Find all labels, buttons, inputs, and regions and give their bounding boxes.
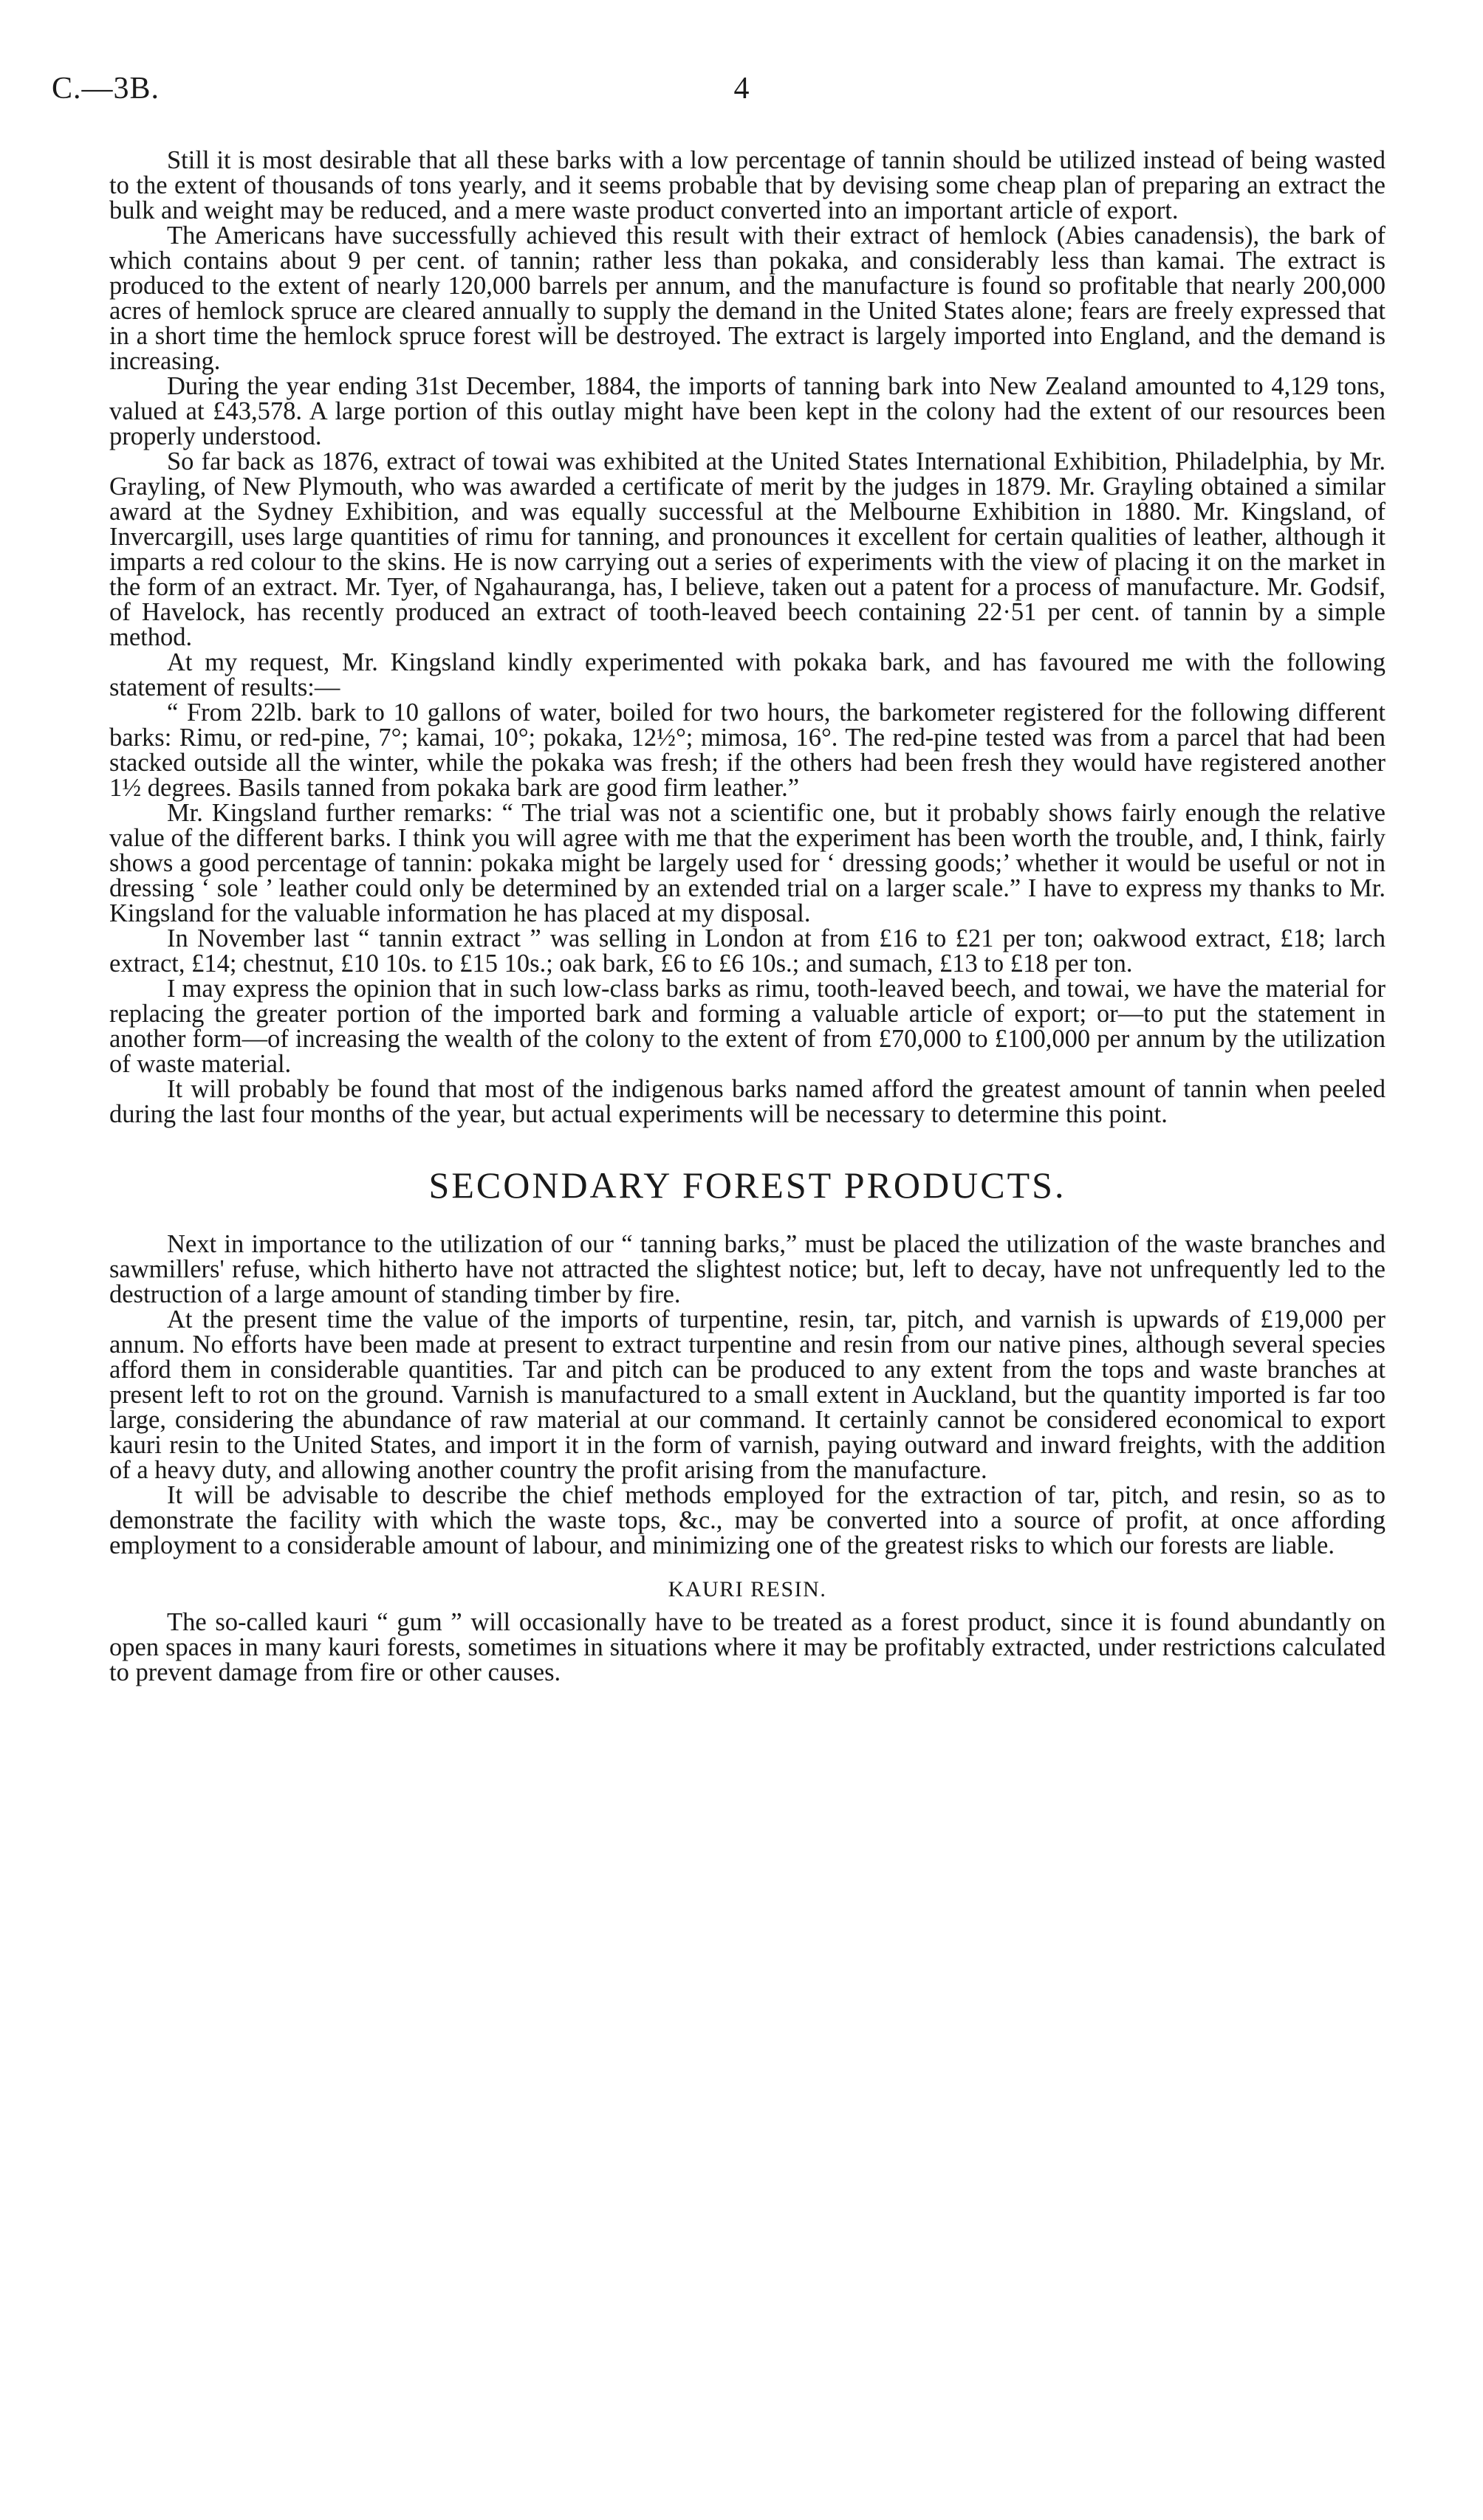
paragraph: Next in importance to the utilization of our “ tanning barks,” must be placed the utilization of the waste branches and sawmillers' refuse, which hitherto have not attracted the slightest notice; but, left to decay, have not unfrequently led to the destruction of a large amount of standing timber by fire. bbox=[109, 1230, 1386, 1308]
paragraph: Mr. Kingsland further remarks: “ The trial was not a scientific one, but it probably shows fairly enough the relative value of the different barks. I think you will agree with me that the experiment has been worth the trouble, and, I think, fairly shows a good percentage of tannin: pokaka might be largely used for ‘ dressing goods;’ whether it would be useful or not in dressing ‘ sole ’ leather could only be determined by an extended trial on a larger scale.” I have to express my thanks to Mr. Kingsland for the valuable information he has placed at my disposal. bbox=[109, 799, 1386, 927]
page-number: 4 bbox=[733, 72, 750, 106]
paragraph: It will be advisable to describe the chief methods employed for the extraction of tar, pitch, and resin, so as to demonstrate the facility with which the waste tops, &c., may be converted into a source of profit, at once affording employment to a considerable amount of labour, and minimizing one of the greatest risks to which our forests are liable. bbox=[109, 1481, 1386, 1559]
paragraph: The so-called kauri “ gum ” will occasionally have to be treated as a forest product, since it is found abundantly on open spaces in many kauri forests, sometimes in situations where it may be profitably extracted, under restrictions calculated to prevent damage from fire or other causes. bbox=[109, 1608, 1386, 1686]
page-header bbox=[52, 71, 1431, 115]
paragraph: During the year ending 31st December, 1884, the imports of tanning bark into New Zealand amounted to 4,129 tons, valued at £43,578. A large portion of this outlay might have been kept in the colony had the extent of our resources been properly understood. bbox=[109, 372, 1386, 450]
body-text bbox=[109, 148, 1386, 1685]
paragraph: So far back as 1876, extract of towai was exhibited at the United States International Exhibition, Philadelphia, by Mr. Grayling, of New Plymouth, who was awarded a certificate of merit by the judges in 1879. Mr. Grayling obtained a similar award at the Sydney Exhibition, and was equally successful at the Melbourne Exhibition in 1880. Mr. Kingsland, of Invercargill, uses large quantities of rimu for tanning, and pronounces it excellent for certain qualities of leather, although it imparts a red colour to the skins. He is now carrying out a series of experiments with the view of placing it on the market in the form of an extract. Mr. Tyer, of Ngahauranga, has, I believe, taken out a patent for a process of manufacture. Mr. Godsif, of Havelock, has recently produced an extract of tooth-leaved beech containing 22·51 per cent. of tannin by a simple method. bbox=[109, 447, 1386, 651]
quoted-paragraph: “ From 22lb. bark to 10 gallons of water, boiled for two hours, the barkometer registered for the following different barks: Rimu, or red-pine, 7°; kamai, 10°; pokaka, 12½°; mimosa, 16°. The red-pine tested was from a parcel that had been stacked outside all the winter, while the pokaka was fresh; if the others had been fresh they would have registered another 1½ degrees. Basils tanned from pokaka bark are good firm leather.” bbox=[109, 698, 1386, 802]
document-reference: C.—3B. bbox=[52, 72, 160, 106]
paragraph: In November last “ tannin extract ” was selling in London at from £16 to £21 per ton; oakwood extract, £18; larch extract, £14; chestnut, £10 10s. to £15 10s.; oak bark, £6 to £6 10s.; and sumach, £13 to £18 per ton. bbox=[109, 924, 1386, 978]
paragraph: At the present time the value of the imports of turpentine, resin, tar, pitch, and varnish is upwards of £19,000 per annum. No efforts have been made at present to extract turpentine and resin from our native pines, although several species afford them in considerable quantities. Tar and pitch can be produced to any extent from the tops and waste branches at present left to rot on the ground. Varnish is manufactured to a small extent in Auckland, but the quantity imported is far too large, considering the abundance of raw material at our command. It certainly cannot be considered economical to export kauri resin to the United States, and import it in the form of varnish, paying outward and inward freights, with the addition of a heavy duty, and allowing another country the profit arising from the manufacture. bbox=[109, 1305, 1386, 1484]
paragraph: At my request, Mr. Kingsland kindly experimented with pokaka bark, and has favoured me with the following statement of results:— bbox=[109, 648, 1386, 701]
section-heading: SECONDARY FOREST PRODUCTS. bbox=[428, 1164, 1066, 1206]
paragraph: It will probably be found that most of the indigenous barks named afford the greatest amount of tannin when peeled during the last four months of the year, but actual experiments will be necessary to determine this point. bbox=[109, 1075, 1386, 1128]
paragraph: I may express the opinion that in such low-class barks as rimu, tooth-leaved beech, and towai, we have the material for replacing the greater portion of the imported bark and forming a valuable article of export; or—to put the statement in another form—of increasing the wealth of the colony to the extent of from £70,000 to £100,000 per annum by the utilization of waste material. bbox=[109, 975, 1386, 1078]
subsection-heading: KAURI RESIN. bbox=[668, 1577, 827, 1601]
paragraph: Still it is most desirable that all these barks with a low percentage of tannin should be utilized instead of being wasted to the extent of thousands of tons yearly, and it seems probable that by devising some cheap plan of preparing an extract the bulk and weight may be reduced, and a mere waste product converted into an important article of export. bbox=[109, 146, 1386, 224]
paragraph: The Americans have successfully achieved this result with their extract of hemlock (Abies canadensis), the bark of which contains about 9 per cent. of tannin; rather less than pokaka, and considerably less than kamai. The extract is produced to the extent of nearly 120,000 barrels per annum, and the manufacture is found so profitable that nearly 200,000 acres of hemlock spruce are cleared annually to supply the demand in the United States alone; fears are freely expressed that in a short time the hemlock spruce forest will be destroyed. The extract is largely imported into England, and the demand is increasing. bbox=[109, 222, 1386, 375]
